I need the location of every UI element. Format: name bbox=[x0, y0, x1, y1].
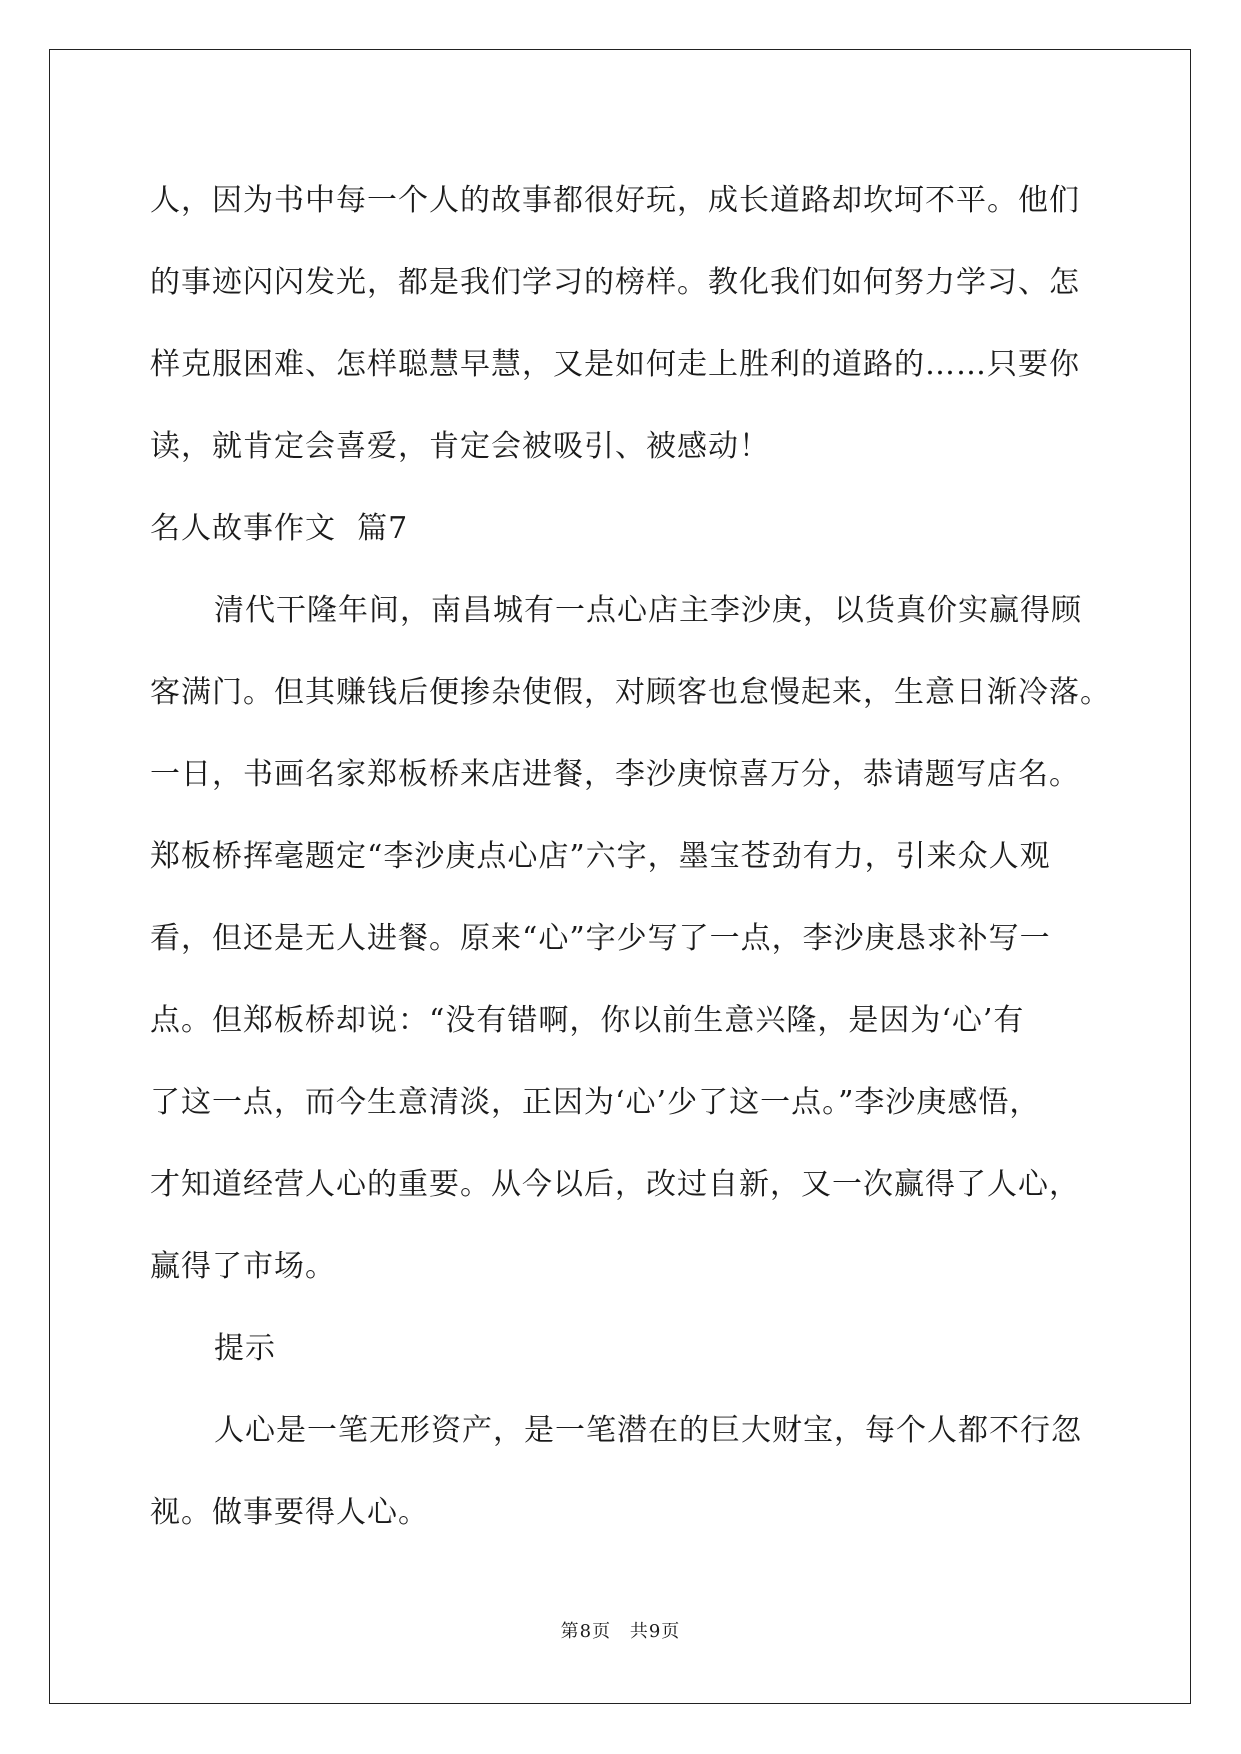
text-line: 视。做事要得人心。 bbox=[150, 1495, 429, 1530]
text-line: 清代干隆年间，南昌城有一点心店主李沙庚，以货真价实赢得顾 bbox=[214, 593, 1082, 628]
text-line: 郑板桥挥毫题定“李沙庚点心店”六字，墨宝苍劲有力，引来众人观 bbox=[150, 839, 1051, 874]
page-footer bbox=[0, 1617, 1241, 1643]
text-line: 读，就肯定会喜爱，肯定会被吸引、被感动！ bbox=[150, 429, 770, 464]
section-heading: 名人故事作文 篇7 bbox=[150, 511, 409, 546]
text-line: 赢得了市场。 bbox=[150, 1249, 336, 1284]
text-line: 才知道经营人心的重要。从今以后，改过自新，又一次赢得了人心， bbox=[150, 1167, 1080, 1202]
text-line: 点。但郑板桥却说：“没有错啊，你以前生意兴隆，是因为‘心’有 bbox=[150, 1003, 1025, 1038]
text-line: 样克服困难、怎样聪慧早慧，又是如何走上胜利的道路的……只要你 bbox=[150, 347, 1080, 382]
text-line: 了这一点，而今生意清淡，正因为‘心’少了这一点。”李沙庚感悟， bbox=[150, 1085, 1041, 1120]
page-number-current: 第8页 bbox=[560, 1621, 612, 1642]
text-line: 的事迹闪闪发光，都是我们学习的榜样。教化我们如何努力学习、怎 bbox=[150, 265, 1080, 300]
text-line: 看，但还是无人进餐。原来“心”字少写了一点，李沙庚恳求补写一 bbox=[150, 921, 1051, 956]
tip-label: 提示 bbox=[214, 1331, 276, 1366]
text-line: 人心是一笔无形资产，是一笔潜在的巨大财宝，每个人都不行忽 bbox=[214, 1413, 1082, 1448]
text-line: 客满门。但其赚钱后便掺杂使假，对顾客也怠慢起来，生意日渐冷落。 bbox=[150, 675, 1111, 710]
page-number-total: 共9页 bbox=[629, 1621, 681, 1642]
document-body bbox=[150, 160, 1111, 1554]
text-line: 人，因为书中每一个人的故事都很好玩，成长道路却坎坷不平。他们 bbox=[150, 183, 1080, 218]
text-line: 一日，书画名家郑板桥来店进餐，李沙庚惊喜万分，恭请题写店名。 bbox=[150, 757, 1080, 792]
